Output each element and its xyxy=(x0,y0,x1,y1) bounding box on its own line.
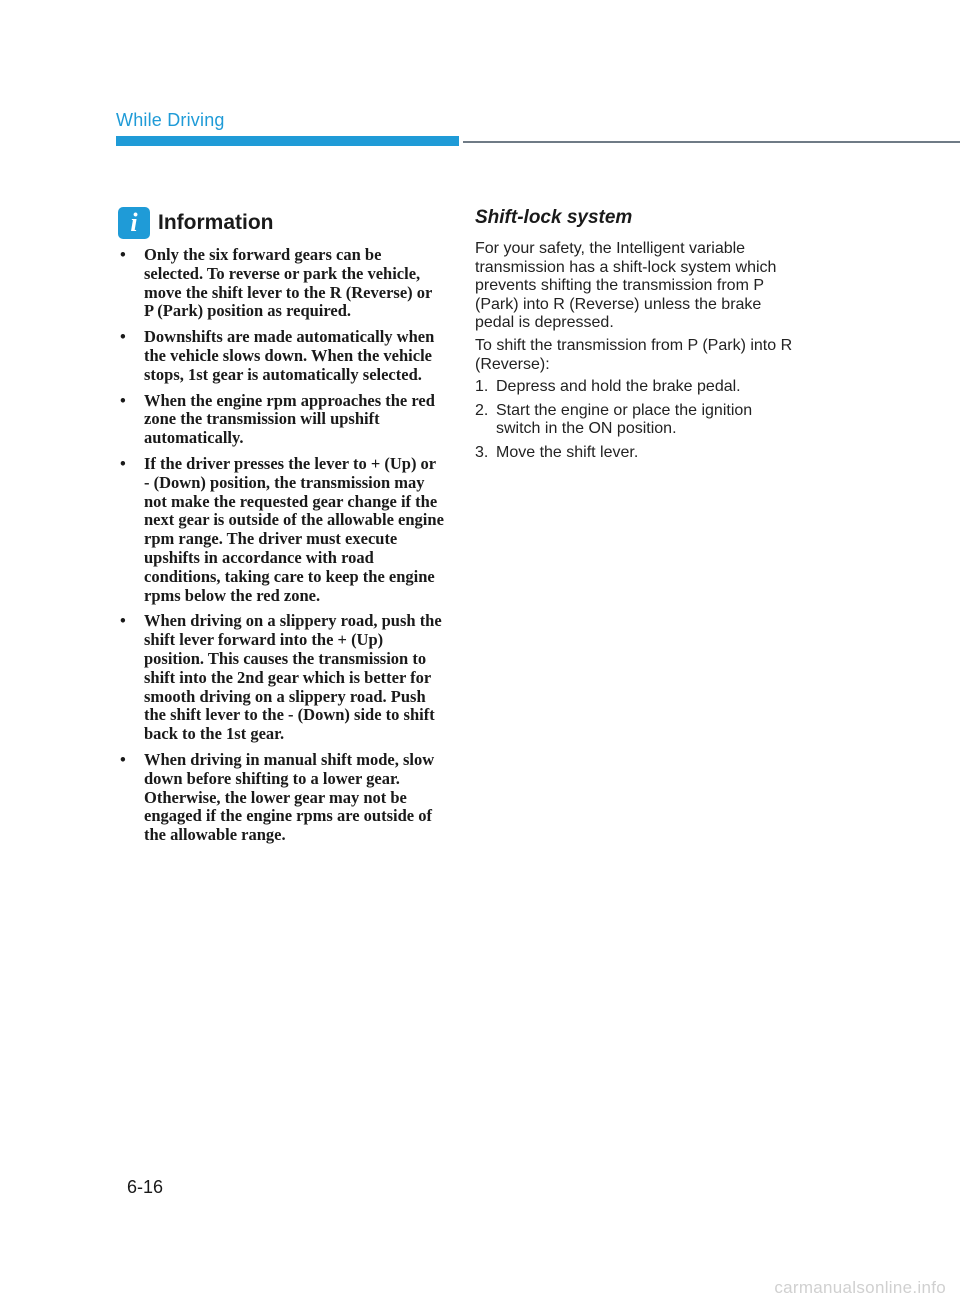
section-title: While Driving xyxy=(116,110,225,130)
page-number: 6-16 xyxy=(127,1177,164,1197)
step-item xyxy=(475,444,795,463)
list-item: • Only the six forward gears can be selected. To reverse or park the vehicle, move the shift lever to the R (Reverse) or P (Park) position as required. xyxy=(118,246,444,321)
list-item: • When the engine rpm approaches the red zone the transmission will upshift automatically. xyxy=(118,392,444,448)
info-icon: i xyxy=(118,207,150,239)
list-item: • When driving in manual shift mode, slow down before shifting to a lower gear. Otherwise, the lower gear may not be engaged if the engine rpms are outside of the allowable range. xyxy=(118,751,444,845)
step-text: Start the engine or place the ignition switch in the ON position. xyxy=(496,401,753,438)
information-header xyxy=(118,206,444,240)
step-text: Move the shift lever. xyxy=(496,443,639,461)
shift-lock-intro: For your safety, the Intelligent variable transmission has a shift-lock system which prevents shifting the transmission from P (Park) into R (Reverse) unless the brake pedal is depressed. xyxy=(475,240,777,332)
shift-lock-heading: Shift-lock system xyxy=(475,207,633,228)
shift-lock-section xyxy=(475,206,795,468)
step-item xyxy=(475,378,795,397)
watermark: carmanualsonline.info xyxy=(774,1278,946,1297)
information-list xyxy=(118,246,444,845)
header-rule-gray xyxy=(463,141,960,143)
information-box xyxy=(118,206,444,852)
list-item: • If the driver presses the lever to + (Up) or - (Down) position, the transmission may not make the requested gear change if the next gear is outside of the allowable engine rpm range. The driver must execute upshifts in accordance with road conditions, taking care to keep the engine rpms below the red zone. xyxy=(118,455,444,605)
shift-lock-steps xyxy=(475,378,795,462)
step-number: 3. xyxy=(475,443,489,461)
step-item xyxy=(475,402,795,439)
list-item: • Downshifts are made automatically when the vehicle slows down. When the vehicle stops, 1st gear is automatically selected. xyxy=(118,328,444,384)
list-item: • When driving on a slippery road, push the shift lever forward into the + (Up) position. This causes the transmission to shift into the 2nd gear which is better for smooth driving on a slippery road. Push the shift lever to the - (Down) side to shift back to the 1st gear. xyxy=(118,612,444,744)
shift-lock-instruction: To shift the transmission from P (Park) into R (Reverse): xyxy=(475,336,793,373)
header-rule-accent xyxy=(116,136,459,146)
step-number: 2. xyxy=(475,401,489,419)
step-text: Depress and hold the brake pedal. xyxy=(496,378,741,396)
information-title: Information xyxy=(158,211,274,234)
step-number: 1. xyxy=(475,378,489,396)
